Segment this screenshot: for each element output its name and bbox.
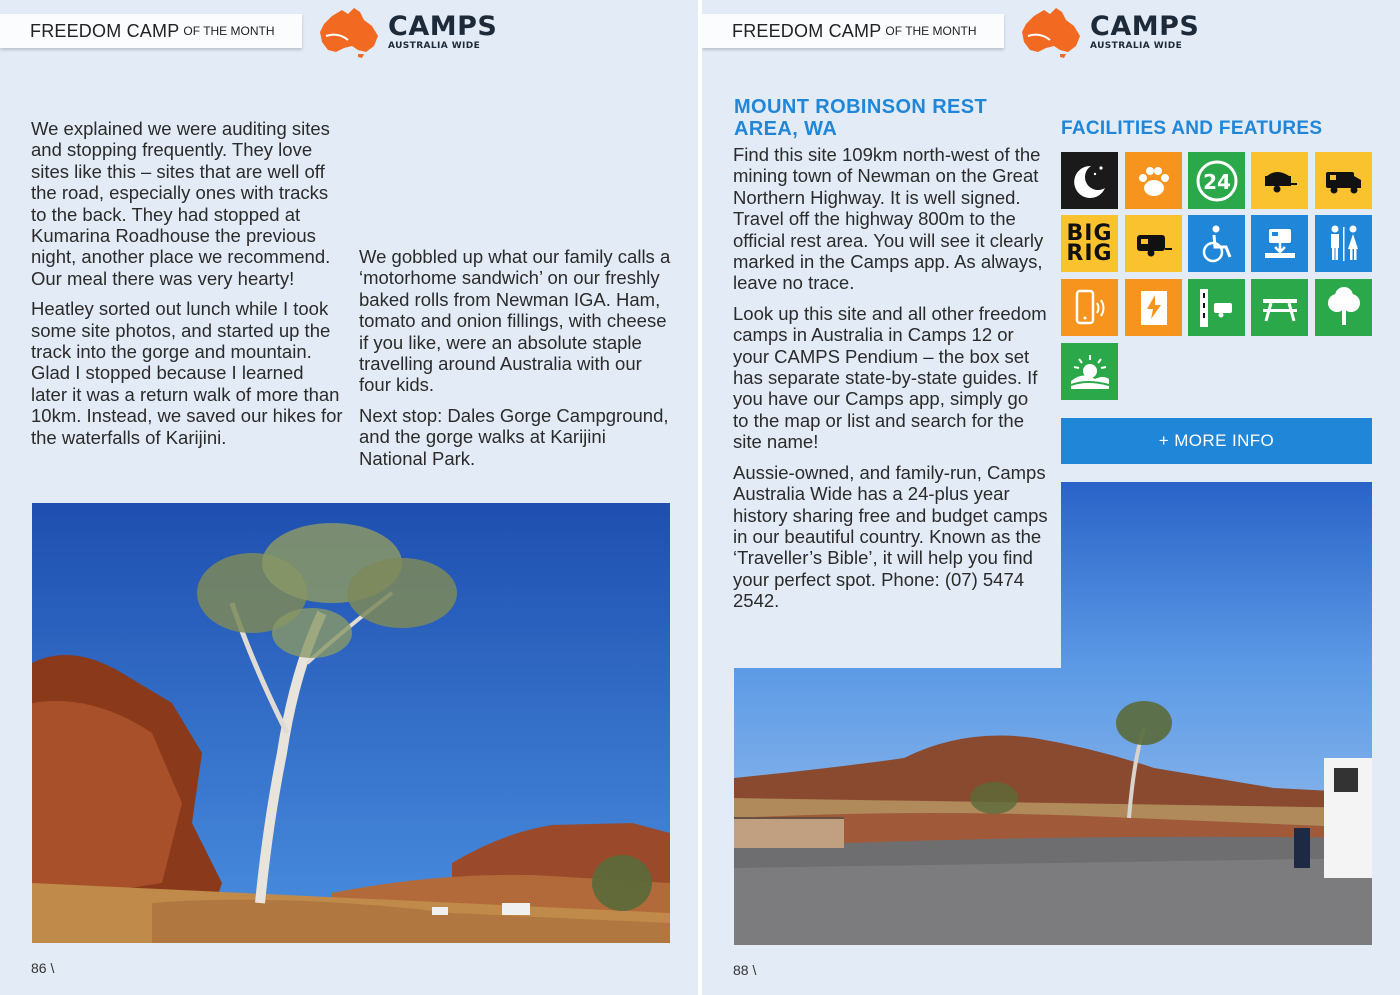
wheelchair-icon bbox=[1194, 221, 1240, 267]
shade-tree-icon bbox=[1321, 285, 1367, 331]
caravan-icon bbox=[1131, 221, 1177, 267]
header-title: FREEDOM CAMP bbox=[732, 20, 882, 41]
page-number: 88 \ bbox=[733, 962, 757, 978]
paragraph: Heatley sorted out lunch while I took some site photos, and started up the track into the gorge and mountain. Glad I stopped because I learned later it was a return walk of more than 10km. Instead, we saved our hikes for the waterfalls of Karijini. bbox=[31, 298, 343, 448]
facility-motorhome bbox=[1315, 152, 1372, 209]
facility-power bbox=[1125, 279, 1182, 336]
facility-phone-reception bbox=[1061, 279, 1118, 336]
phone-reception-icon bbox=[1067, 285, 1113, 331]
facility-shade bbox=[1315, 279, 1372, 336]
ghost-gum-photo bbox=[32, 503, 670, 943]
24-hours-icon bbox=[1194, 158, 1240, 204]
picnic-table-icon bbox=[1257, 285, 1303, 331]
paragraph: We explained we were auditing sites and stopping frequently. They love sites like this – sites that are well off the road, especially ones with tracks to the back. They had stopped at Kumarina Roadhouse the previous night, another place we recommend. Our meal there was very hearty! bbox=[31, 118, 331, 289]
paragraph: Look up this site and all other freedom camps in Australia in Camps 12 or your CAMPS Pendium – the box set has separate state-by-state guides. If you have our Camps app, simply go to the map or list and search for the site name! bbox=[733, 302, 1047, 453]
right-page bbox=[702, 0, 1400, 995]
left-column-1 bbox=[31, 118, 343, 457]
paw-icon bbox=[1131, 158, 1177, 204]
header-title: FREEDOM CAMP bbox=[30, 20, 180, 41]
facility-24-hours bbox=[1188, 152, 1245, 209]
logo-wordmark: CAMPS bbox=[1090, 11, 1200, 42]
site-title: MOUNT ROBINSON REST AREA, WA bbox=[734, 96, 988, 140]
paragraph: Next stop: Dales Gorge Campground, and the gorge walks at Karijini National Park. bbox=[359, 404, 669, 469]
facility-caravan bbox=[1125, 215, 1182, 272]
facility-camper-trailer bbox=[1251, 152, 1308, 209]
left-page bbox=[0, 0, 698, 995]
camper-trailer-icon bbox=[1257, 158, 1303, 204]
more-info-button[interactable]: + MORE INFO bbox=[1061, 418, 1372, 464]
facility-toilets bbox=[1315, 215, 1372, 272]
facility-night-camping bbox=[1061, 152, 1118, 209]
australia-map-icon bbox=[318, 6, 382, 58]
toilets-icon bbox=[1321, 221, 1367, 267]
facility-big-rig bbox=[1061, 215, 1118, 272]
logo-tagline: AUSTRALIA WIDE bbox=[388, 41, 481, 51]
header-subtitle: OF THE MONTH bbox=[183, 24, 275, 38]
motorhome-icon bbox=[1321, 158, 1367, 204]
facility-pets bbox=[1125, 152, 1182, 209]
paragraph: Aussie-owned, and family-run, Camps Australia Wide has a 24-plus year history sharing free and budget camps in our beautiful country. Known as the ‘Traveller’s Bible’, it will help you find your perfect spot. Phone: (07) 5474 2542. bbox=[733, 461, 1048, 612]
paragraph: We gobbled up what our family calls a ‘motorhome sandwich’ on our freshly baked rolls from Newman IGA. Ham, tomato and onion fillings, with cheese if you like, were an absolute staple travelling around Australia with our four kids. bbox=[359, 246, 671, 396]
facility-wheelchair-access bbox=[1188, 215, 1245, 272]
big-rig-icon: BIG RIG bbox=[1066, 220, 1113, 266]
power-icon bbox=[1131, 285, 1177, 331]
australia-map-icon bbox=[1020, 6, 1084, 58]
24-hours-label: 24 bbox=[1202, 169, 1231, 194]
dump-point-icon bbox=[1257, 221, 1303, 267]
page-header-tab bbox=[702, 14, 1004, 48]
facility-scenic-view bbox=[1061, 343, 1118, 400]
camps-logo bbox=[1020, 6, 1199, 58]
facility-drive-through bbox=[1188, 279, 1245, 336]
moon-stars-icon bbox=[1067, 158, 1113, 204]
facility-dump-point bbox=[1251, 215, 1308, 272]
rest-area-photo bbox=[734, 668, 1372, 945]
facilities-title: FACILITIES AND FEATURES bbox=[1061, 118, 1323, 139]
paragraph: Find this site 109km north-west of the mining town of Newman on the Great Northern Highway. It is well signed. Travel off the highway 800m to the official rest area. You will see it clearly marked in the Camps app. As always, leave no trace. bbox=[733, 144, 1044, 294]
page-number: 86 \ bbox=[31, 960, 55, 976]
facility-picnic-table bbox=[1251, 279, 1308, 336]
drive-through-sites-icon bbox=[1194, 285, 1240, 331]
scenic-view-icon bbox=[1067, 349, 1113, 395]
logo-tagline: AUSTRALIA WIDE bbox=[1090, 41, 1183, 51]
rest-area-photo-top bbox=[1061, 482, 1372, 668]
camps-logo bbox=[318, 6, 497, 58]
header-subtitle: OF THE MONTH bbox=[885, 24, 977, 38]
left-column-2 bbox=[359, 246, 671, 478]
page-header-tab bbox=[0, 14, 302, 48]
right-column-text bbox=[733, 144, 1048, 621]
logo-wordmark: CAMPS bbox=[388, 11, 498, 42]
